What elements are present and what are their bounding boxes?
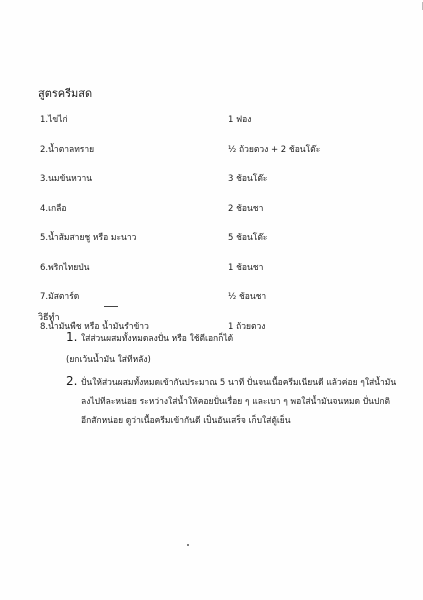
- step-text: ลงไปทีละหน่อย ระหว่างใส่น้ำให้คอยปั่นเรื่อย ๆ และเบา ๆ พอใส่น้ำมันจนหมด ปั่นปกติ: [81, 397, 391, 407]
- ingredient-item: [40, 171, 400, 201]
- ingredient-name: 5.น้ำส้มสายชู หรือ มะนาว: [40, 233, 137, 243]
- ingredient-quantity: 1 ถ้วยตวง: [228, 321, 266, 332]
- section-divider: [104, 306, 118, 307]
- method-step: [66, 374, 396, 434]
- ingredient-quantity: 5 ช้อนโต๊ะ: [228, 233, 268, 243]
- step-note: (ยกเว้นน้ำมัน ใส่ทีหลัง): [66, 355, 151, 365]
- ingredient-item: [40, 142, 400, 172]
- recipe-title: สูตรครีมสด: [38, 87, 93, 100]
- ingredient-quantity: 1 ช้อนชา: [228, 262, 264, 273]
- ingredient-name: 6.พริกไทยป่น: [40, 262, 90, 273]
- step-text: ปั่นให้ส่วนผสมทั้งหมดเข้ากันประมาณ 5 นาที ปั่นจนเนื้อครีมเนียนดี แล้วค่อย ๆใส่น้ำมัน: [81, 378, 397, 388]
- ingredient-quantity: ½ ถ้วยตวง + 2 ช้อนโต๊ะ: [228, 144, 321, 155]
- ingredient-name: 7.มัสตาร์ด: [40, 292, 80, 302]
- ingredient-item: [40, 112, 400, 142]
- ingredient-item: [40, 260, 400, 290]
- ingredient-name: 8.น้ำมันพืช หรือ น้ำมันรำข้าว: [40, 321, 149, 332]
- ingredient-quantity: 3 ช้อนโต๊ะ: [228, 174, 268, 184]
- step-number: 1.: [66, 330, 78, 344]
- ingredient-name: 4.เกลือ: [40, 203, 67, 214]
- ingredient-name: 1.ไข่ไก่: [40, 115, 68, 125]
- step-text: อีกสักหน่อย ดูว่าเนื้อครีมเข้ากันดี เป็นอันเสร็จ เก็บใส่ตู้เย็น: [81, 416, 291, 426]
- step-number: 2.: [66, 374, 78, 388]
- method-step: [66, 330, 396, 350]
- ingredient-item: [40, 289, 400, 319]
- ingredient-quantity: 1 ฟอง: [228, 115, 252, 125]
- ingredient-item: [40, 201, 400, 231]
- ingredient-name: 2.น้ำตาลทราย: [40, 144, 95, 155]
- step-text: ใส่ส่วนผสมทั้งหมดลงปั่น หรือ ใช้ตีเอกก็ได้: [81, 334, 234, 344]
- method-title: วิธีทำ: [38, 313, 60, 323]
- ingredient-quantity: ½ ช้อนชา: [228, 292, 267, 302]
- ingredient-list: [40, 112, 400, 348]
- scan-speck: [187, 544, 189, 546]
- ingredient-name: 3.นมข้นหวาน: [40, 174, 93, 184]
- ingredient-item: [40, 230, 400, 260]
- ingredient-quantity: 2 ช้อนชา: [228, 203, 264, 214]
